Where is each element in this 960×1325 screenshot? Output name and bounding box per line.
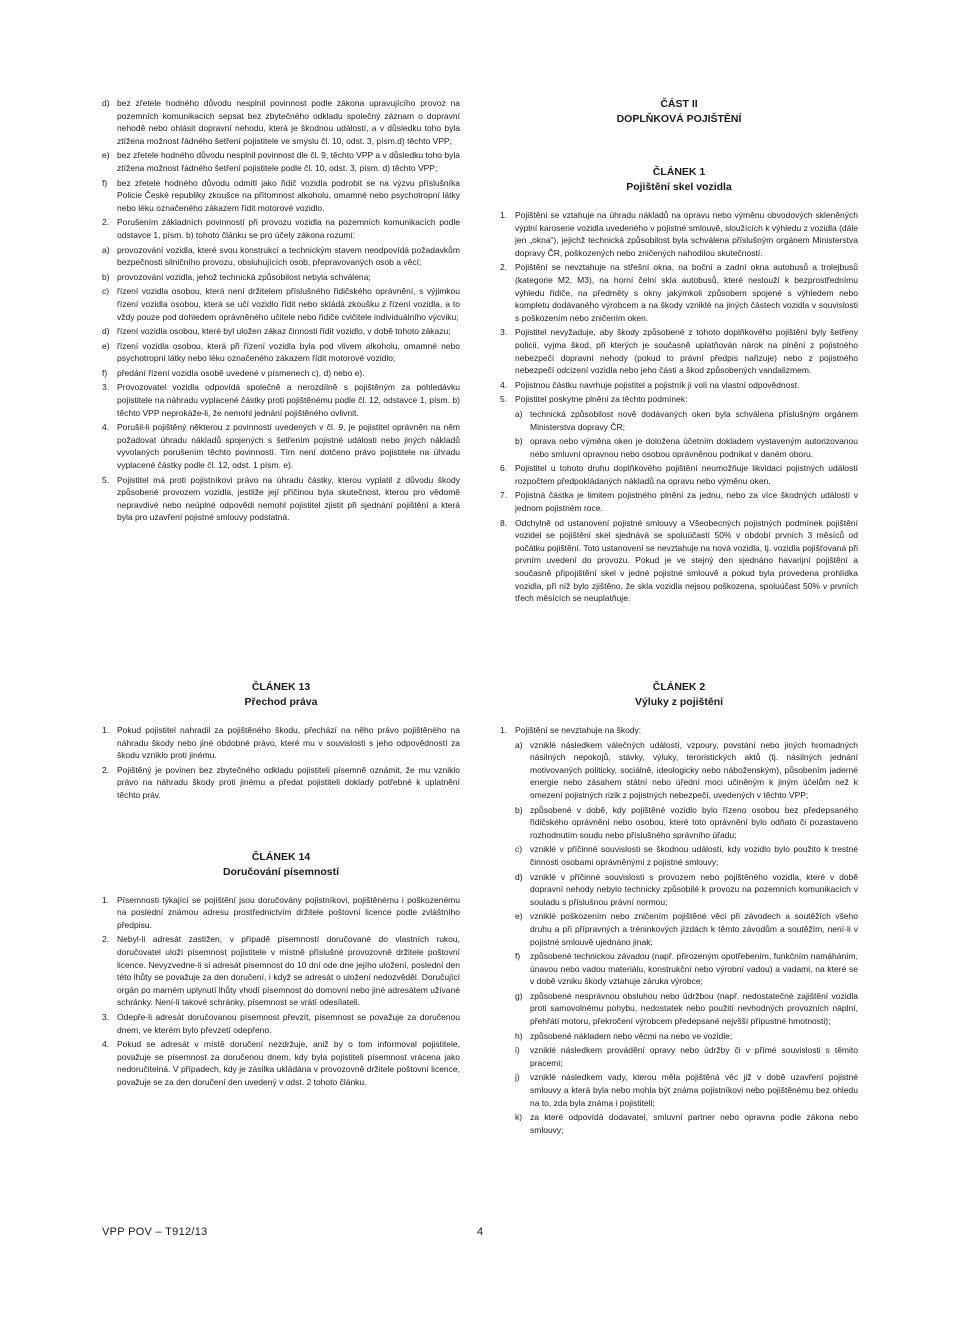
item-text: provozování vozidla, které svou konstrukcí a technickým stavem neodpovídá požadavkům bezpečnosti silničního provozu, obsluhujících osob, přepravovaných osob a věcí; [117,244,460,268]
sub-list-item [515,990,858,1028]
item-text: Pojištění se nevztahuje na škody: [515,725,642,735]
item-marker: 4. [102,422,110,433]
list-item [500,326,858,376]
list-item [102,216,460,241]
article-13-title: ČLÁNEK 13 [251,681,311,693]
item-marker: g) [515,990,523,1001]
item-marker: 2. [102,217,110,228]
list-item [102,244,460,269]
item-marker: h) [515,1030,523,1041]
sub-list-item [515,1030,858,1043]
item-marker: 8. [500,517,508,528]
article-2-body [500,724,858,1136]
item-text: vzniklé následkem válečných událostí, vzpoury, povstání nebo jiných hromadných násilných nepokojů, stávky, výluky, teroristických aktů (tj. násilných jednání motivovaných politicky, sociálně, ideologicky nebo náboženským), působením jaderné energie nebo zásahem státní nebo úřední moci učiněným k jiným účelům než k omezení pojistných rizik z pojistných nebezpečí, uvedených v těchto VPP; [530,739,858,800]
item-marker: 2. [500,262,508,273]
left-column-top [102,97,460,526]
item-marker: d) [515,871,523,882]
list-item [102,340,460,365]
list-item [102,474,460,524]
article-2-title: ČLÁNEK 2 [652,681,706,693]
item-marker: a) [515,739,523,750]
item-marker: 5. [500,394,508,405]
part-subtitle: DOPLŇKOVÁ POJIŠTĚNÍ [616,113,742,125]
item-text: Porušením základních povinností při provozu vozidla na pozemních komunikacích podle odstavce 1, písm. b) tohoto článku se pro účely zákona rozumí: [117,217,460,240]
item-text: předání řízení vozidla osobě uvedené v písmenech c), d) nebo e). [117,367,365,378]
item-text: Pojistná částka je limitem pojistného plnění za jednu, nebo za více škodných událostí v jednom pojistném roce. [515,490,858,514]
item-marker: 1. [500,725,508,735]
list-item [102,149,460,174]
list-item [500,261,858,324]
sub-list-item [515,1044,858,1069]
item-text: Pojistitel nevyžaduje, aby škody způsobené z tohoto doplňkového pojištění byly šetřeny policií, vyjma škod, při kterých je současně uplatňován nárok na plnění z pojistného nebezpečí dopravní nehody (pokud to právní předpis nařizuje) nebo z pojistného nebezpečí odcizení vozidla nebo jeho části a škod způsobených vandalizmem. [515,327,858,376]
document-code: VPP POV – T912/13 [102,1226,208,1238]
list-item [500,209,858,259]
item-marker: b) [515,436,523,447]
item-text: Pokud pojistitel nahradil za pojištěného škodu, přechází na něho právo pojištěného na náhradu škody nebo jiné obdobné právo, které mu v souvislosti s jeho odpovědností za škodu vzniklo proti jinému. [117,725,460,761]
item-text: Provozovatel vozidla odpovídá společně a nerozdílně s pojištěným za pohledávku pojistitele na náhradu vyplacené částky proti pojištěnému podle čl. 12, odstavce 1, písm. b) těchto VPP neprokáže-li, že nemohl jednání pojištěného ovlivnit. [117,382,460,418]
list-item [102,724,460,762]
item-text: vzniklé v příčinné souvislosti se škodnou událostí, kdy vozidlo bylo použito k trestné činnosti osobami oprávněnými z pojistné smlouvy; [530,844,858,867]
item-marker: 1. [500,210,508,220]
article-1-body [500,209,858,605]
page-number: 4 [477,1226,484,1238]
right-column-top [500,97,858,607]
item-marker: 4. [500,379,508,390]
item-text: Pojistitel poskytne plnění za těchto podmínek: [515,394,688,405]
item-marker: 3. [500,327,508,338]
list-item [102,325,460,338]
item-marker: f) [515,951,521,962]
list-item [500,462,858,487]
item-text: bez zřetele hodného důvodu nesplnil povinnost podle zákona upravujícího provoz na pozemních komunikacích sepsat bez zbytečného odkladu společný záznam o dopravní nehodě nebo ohlásit dopravní nehodu, která je škodnou událostí, a v důsledku toho byla ztížena možnost řádného šetření pojistitele ve smyslu čl. 10, odst. 3, písm.d) těchto VPP; [117,98,460,146]
article-1-title: ČLÁNEK 1 [652,166,706,178]
list-item [500,724,858,737]
item-marker: j) [515,1072,520,1083]
article-14-subtitle: Doručování písemností [222,865,340,878]
sub-list-item [515,950,858,988]
list-item [102,1011,460,1036]
article-14-title: ČLÁNEK 14 [251,850,311,863]
list-item [500,489,858,514]
item-marker: 1. [102,894,110,905]
item-text: způsobené nákladem nebo věcmi na nebo ve vozidle; [530,1030,733,1041]
article-1-subtitle: Pojištění skel vozidla [626,181,732,193]
list-item [102,381,460,419]
sub-list-item [515,804,858,842]
item-text: Nebyl-li adresát zastižen, v případě písemností doručované do vlastních rukou, doručovatel uloží písemnost pojistitele v místně příslušné provozovně držitele poštovní licence. Nevyzvedne-li si adresát písemnost do 10 dní ode dne jejího uložení, poslední den této lhůty se považuje za den doručení, i když se adresát o uložení nedozvěděl. Doručující orgán po marném uplynutí lhůty vhodí písemnost do domovní nebo jiné adresátem užívané schránky. Není-li takové schránky, písemnost se vrátí odesílateli. [117,934,460,1008]
item-marker: k) [515,1112,523,1123]
item-marker: 5. [102,474,110,485]
item-marker: e) [515,911,523,922]
article-14-body [102,894,460,1089]
sub-list-item [515,843,858,868]
item-text: řízení vozidla osobou, která při řízení vozidla byla pod vlivem alkoholu, omamné nebo psychotropní látky nebo léku označeného zákazem řídit motorové vozidlo; [117,340,460,364]
item-marker: 6. [500,463,508,474]
list-item [102,367,460,380]
list-item [500,379,858,392]
item-text: Pojištění se nevztahuje na střešní okna, na boční a zadní okna autobusů a trolejbusů (kategorie M2, M3), na horní čelní skla autobusů, které neslouží k bezprostřednímu výhledu řidiče, na předměty s okny jakýmkoli způsobem spojené s výhledem nebo kompletu dodávaného výrobcem a na škody vzniklé na jiných částech vozidla v souvislosti s poškozením nebo zničením oken. [515,262,858,323]
list-item [102,933,460,1009]
item-marker: 3. [102,382,110,393]
item-marker: d) [102,98,110,108]
item-text: Pojištěný je povinen bez zbytečného odkladu pojistiteli písemně oznámit, že mu vzniklo právo na náhradu škody proti jinému a předat pojistiteli doklady potřebné k uplatnění těchto práv. [117,764,460,800]
part-title: ČÁST II [660,98,698,110]
item-text: vzniklé následkem provádění opravy nebo údržby či v přímé souvislosti s těmito pracemi; [530,1045,858,1068]
item-text: řízení vozidla osobou, která není držitelem příslušného řidičského oprávnění, s výjimkou řízení vozidla osobou, která se učí vozidlo řídit nebo skládá zkoušku z řízení vozidla, a to vždy pouze pod dohledem oprávněného učitele nebo řidiče cvičitele individuálního výcviku; [117,286,460,322]
item-marker: 1. [102,725,110,735]
sub-list-item [515,1111,858,1136]
sub-list-item [515,739,858,802]
item-marker: 4. [102,1039,110,1050]
sub-list-item [515,910,858,948]
item-text: bez zřetele hodného důvodu nesplnil povinnost dle čl. 9, těchto VPP a v důsledku toho byla ztížena možnost řádného šetření pojistitele podle čl. 10, odst. 3, písm. d) těchto VPP; [117,150,460,173]
item-text: způsobené technickou závadou (např. přirozeným opotřebením, funkčním namáháním, únavou nebo vadou materiálu, konstrukční nebo výrobní vadou) a vadami, na které se v době vzniku škody vztahuje záruka výrobce; [530,951,858,987]
item-text: Pokud se adresát v místě doručení nezdržuje, aniž by o tom informoval pojistitele, považuje se písemnost za doručenou dnem, kdy byla pojistiteli písemnost vrácena jako nedoručitelná. V případech, kdy je zásilka ukládána v provozovně držitele poštovní licence, považuje se za den doručení den uvedený v odst. 2 tohoto článku. [117,1039,460,1087]
item-marker: b) [515,804,523,815]
list-item [102,177,460,215]
item-marker: a) [515,408,523,419]
left-column-bottom [102,680,460,1090]
item-text: Porušil-li pojištěný některou z povinností uvedených v čl. 9, je pojistitel oprávněn na něm požadovat úhradu nákladů spojených s šetřením pojistné události nebo jiných nákladů vyvolaných porušením těchto povinností. Tím není dotčeno právo pojistitele na úhradu vyplacené částky podle čl. 12, odst. 1 písm. e). [117,422,460,471]
item-marker: c) [102,286,110,297]
list-item [500,517,858,605]
item-text: vzniklé v příčinné souvislosti s provozem nebo pojištěného vozidla, které v době dopravní nehody nebylo technicky způsobilé k provozu na pozemních komunikacích v souladu s příslušnou právní normou; [530,871,858,907]
article-2-subtitle: Výluky z pojištění [634,696,724,708]
item-text: vzniklé následkem vady, kterou měla pojištěná věc již v době uzavření pojistné smlouvy a která byla nebo mohla být známa pojistníkovi nebo pojištěnému bez ohledu na to, zda byla známa i pojistiteli; [530,1072,858,1108]
item-marker: e) [102,150,110,161]
item-text: vzniklé poškozením nebo zničením pojištěné věci při závodech a soutěžích všeho druhu a při přípravných a tréninkových jízdách k těmto závodům a soutěžím, není-li v pojistné smlouvě ujednáno jinak; [530,911,858,947]
item-text: Pojištění se vztahuje na úhradu nákladů na opravu nebo výměnu obvodových skleněných výplní karoserie vozidla uvedeného v pojistné smlouvě, sloužících k výhledu z vozidla (dále jen „okna“), jejichž technická způsobilost byla schválena příslušným orgánem Ministerstva dopravy ČR, poškozených nebo zničených nahodilou skutečností. [515,210,858,258]
list-item [102,285,460,323]
sub-list-item [515,1071,858,1109]
item-text: za které odpovídá dodavatel, smluvní partner nebo opravna podle zákona nebo smlouvy; [530,1112,858,1135]
item-marker: c) [515,844,523,855]
item-marker: 2. [102,934,110,945]
item-text: Pojistitel u tohoto druhu doplňkového pojištění neumožňuje likvidaci pojistných událostí rozpočtem předpokládaných nákladů na opravu nebo výměnu oken. [515,463,858,486]
item-marker: b) [102,271,110,282]
list-item [102,421,460,471]
item-marker: f) [102,367,108,378]
item-text: Odepře-li adresát doručovanou písemnost převzít, písemnost se považuje za doručenou dnem, ve kterém bylo převzetí odepřeno. [117,1011,460,1035]
item-marker: i) [515,1045,520,1056]
item-text: způsobené v době, kdy pojištěné vozidlo bylo řízeno osobou bez předepsaného řidičského oprávnění nebo osobou, které toto oprávnění bylo odňato či pozastaveno rozhodnutím soudu nebo příslušného správního úřadu; [530,804,858,840]
item-text: oprava nebo výměna oken je doložena účetním dokladem vystaveným autorizovanou nebo smluvní opravnou nebo osobou oprávněnou podnikat v daném oboru. [530,436,858,459]
sub-list-item [515,408,858,433]
list-item [102,271,460,284]
item-text: Písemnosti týkající se pojištění jsou doručovány pojistníkovi, pojištěnému i poškozenému na poslední známou adresu prostřednictvím držitele poštovní licence podle zvláštního předpisu. [117,894,460,930]
item-marker: d) [102,326,110,337]
item-text: Pojistnou částku navrhuje pojistitel a pojistník ji volí na vlastní odpovědnost. [515,379,800,390]
item-text: Odchylně od ustanovení pojistné smlouvy a Všeobecných pojistných podmínek pojištění vozidel se pojištění skel sjednává se spoluúčastí 50% v období prvních 3 měsíců od počátku pojištění. Toto ustanovení se nevztahuje na nová vozidla, tj. vozidla pojišťovaná při prvním uvedení do provozu. Pokud je ve stejný den sjednáno havarijní pojištění a současně připojištění skel v jedné pojistné smlouvě a pokud byla provedena prohlídka vozidla, při níž bylo zjištěno, že skla vozidla nejsou poškozena, spoluúčast 50% v prvních třech měsících se neuplatňuje. [515,517,858,604]
list-item [500,393,858,406]
item-text: technická způsobilost nově dodávaných oken byla schválena příslušným orgánem Ministerstva dopravy ČR; [530,408,858,432]
item-text: řízení vozidla osobou, které byl uložen zákaz činnosti řídit vozidlo, v době tohoto zákazu; [117,326,451,337]
sub-list-item [515,435,858,460]
item-text: způsobené nesprávnou obsluhou nebo údržbou (např. nedostatečné zajištění vozidla proti samovolnému pohybu, nedostatek nebo použití nevhodných provozních náplní, přehřátí motoru, překročení výrobcem předepsané nejvšší přípustné hmotnosti); [530,990,858,1027]
item-marker: 2. [102,764,110,775]
article-13-body [102,724,460,802]
item-marker: f) [102,177,108,188]
sub-list-item [515,871,858,909]
item-text: provozování vozidla, jehož technická způsobilost nebyla schválena; [117,271,371,282]
item-marker: e) [102,340,110,351]
list-item [102,764,460,802]
item-marker: 3. [102,1011,110,1022]
item-text: Pojistitel má proti pojistníkovi právo na úhradu částky, kterou vyplatil z důvodu škody způsobené provozem vozidla, jestliže její příčinou byla skutečnost, kterou pro vědomě nepravdivé nebo neúplné odpovědi nemohl pojistitel zjistit při sjednání pojištění a která byla pro uzavření pojistné smlouvy podstatná. [117,474,460,523]
article-13-subtitle: Přechod práva [244,696,318,708]
list-item [102,97,460,147]
item-marker: 7. [500,490,508,501]
item-text: bez zřetele hodného důvodu odmítl jako řidič vozidla podrobit se na výzvu příslušníka Policie České republiky zkoušce na přítomnost alkoholu, omamné nebo psychotropní látky nebo léku označeného zákazem řídit motorové vozidlo. [117,177,460,213]
list-item [102,894,460,932]
item-marker: a) [102,244,110,255]
list-item [102,1038,460,1088]
right-column-bottom [500,680,858,1138]
